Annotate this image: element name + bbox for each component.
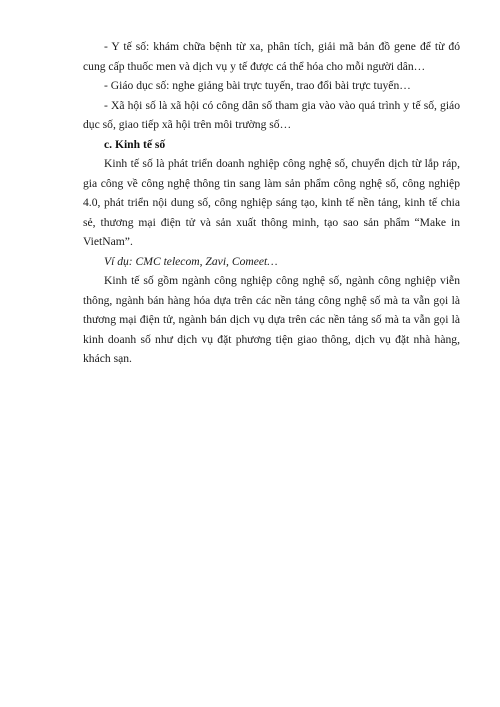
bullet-digital-health: - Y tế số: khám chữa bệnh từ xa, phân tích, giải mã bản đồ gene để từ đó cung cấp thuốc men và dịch vụ y tế được cá thể hóa cho mỗi người dân… xyxy=(83,40,460,73)
bullet-digital-education: - Giáo dục số: nghe giảng bài trực tuyến, trao đổi bài trực tuyến… xyxy=(104,79,411,92)
section-heading: c. Kinh tế số xyxy=(104,137,166,151)
paragraph-digital-economy-sectors: Kinh tế số gồm ngành công nghiệp công nghệ số, ngành công nghiệp viễn thông, ngành bán hàng hóa dựa trên các nền tảng công nghệ số mà ta vẫn gọi là thương mại điện tử, ngành bán dịch vụ dựa trên các nền tảng số mà ta vẫn gọi là kinh doanh số như dịch vụ đặt phương tiện giao thông, dịch vụ đặt nhà hàng, khách sạn. xyxy=(83,274,460,365)
example-line: Ví dụ: CMC telecom, Zavi, Comeet… xyxy=(104,254,278,268)
document-body xyxy=(83,37,460,369)
bullet-digital-society: - Xã hội số là xã hội có công dân số tham gia vào vào quá trình y tế số, giáo dục số, giao tiếp xã hội trên môi trường số… xyxy=(83,98,460,131)
paragraph-digital-economy-definition: Kinh tế số là phát triển doanh nghiệp công nghệ số, chuyển dịch từ lắp ráp, gia công về công nghệ thông tin sang làm sản phẩm công nghệ số, công nghiệp 4.0, phát triển nội dung số, công nghiệp sáng tạo, kinh tế nền tảng, kinh tế chia sẻ, thương mại điện tử và sản xuất thông minh, tạo sao sản phẩm “Make in VietNam”. xyxy=(83,157,460,248)
